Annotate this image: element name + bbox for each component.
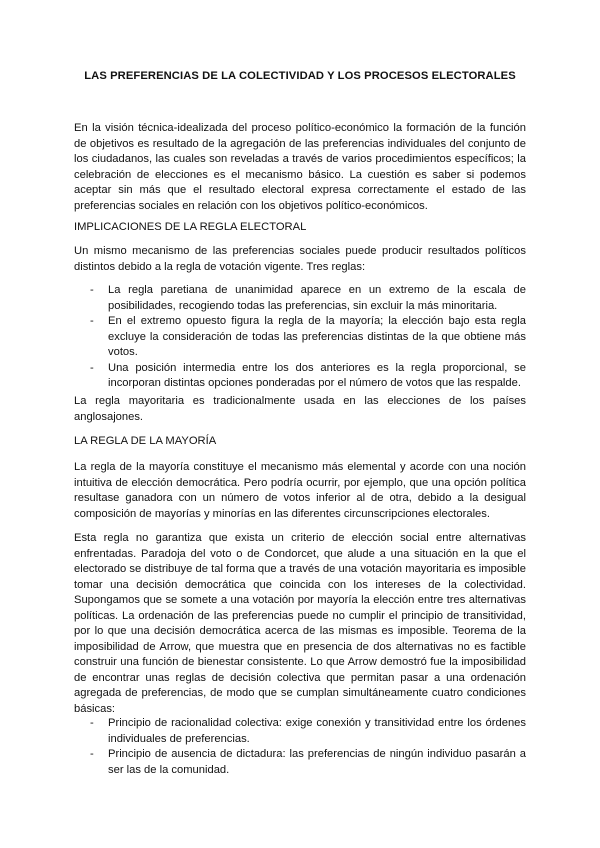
section1-paragraph: Un mismo mecanismo de las preferencias sociales puede producir resultados políticos distintos debido a la regla de votación vigente. Tres reglas: xyxy=(74,245,526,273)
page-title: LAS PREFERENCIAS DE LA COLECTIVIDAD Y LOS PROCESOS ELECTORALES xyxy=(84,70,516,82)
section1-closing: La regla mayoritaria es tradicionalmente usada en las elecciones de los países anglosajones. xyxy=(74,395,526,423)
conditions-list xyxy=(74,716,526,778)
list-item: - La regla paretiana de unanimidad aparece en un extremo de la escala de posibilidades, recogiendo todas las preferencias, sin excluir la más minoritaria. xyxy=(74,283,526,314)
intro-paragraph: En la visión técnica-idealizada del proceso político-económico la formación de la función de objetivos es resultado de la agregación de las preferencias individuales del conjunto de los ciudadanos, las cuales son reveladas a través de varios procedimientos específicos; la celebración de elecciones es el mecanismo básico. La cuestión es saber si podemos aceptar sin más que el resultado electoral expresa correctamente el estado de las preferencias sociales en relación con los objetivos político-económicos. xyxy=(74,122,526,212)
list-item: - En el extremo opuesto figura la regla de la mayoría; la elección bajo esta regla excluye la consideración de todas las preferencias distintas de la que obtiene más votos. xyxy=(74,314,526,361)
section2-paragraph-1: La regla de la mayoría constituye el mecanismo más elemental y acorde con una noción intuitiva de elección democrática. Pero podría ocurrir, por ejemplo, que una opción política resultase ganadora con un número de votos inferior al de otra, debido a la desigual composición de mayorías y minorías en las diferentes circunscripciones electorales. xyxy=(74,461,526,520)
section2-paragraph-2: Esta regla no garantiza que exista un criterio de elección social entre alternativas enfrentadas. Paradoja del voto o de Condorcet, que alude a una situación en la que el electorado se distribuye de tal forma que a través de una votación mayoritaria es imposible tomar una decisión democrática que coincida con los intereses de la colectividad. Supongamos que se somete a una votación por mayoría la elección entre tres alternativas políticas. La ordenación de las preferencias puede no cumplir el principio de transitividad, por lo que una decisión democrática acerca de las mismas es imposible. Teorema de la imposibilidad de Arrow, que muestra que en presencia de dos alternativas no es factible construir una función de bienestar consistente. Lo que Arrow demostró fue la imposibilidad de encontrar unas reglas de decisión colectiva que permitan pasar a una ordenación agregada de preferencias, de modo que se cumplan simultáneamente cuatro condiciones básicas: xyxy=(74,532,526,715)
section-heading-mayoria: LA REGLA DE LA MAYORÍA xyxy=(74,435,217,447)
list-item: - Principio de ausencia de dictadura: las preferencias de ningún individuo pasarán a ser las de la comunidad. xyxy=(74,747,526,778)
section-heading-implicaciones: IMPLICACIONES DE LA REGLA ELECTORAL xyxy=(74,221,307,233)
rules-list xyxy=(74,283,526,392)
list-item: - Una posición intermedia entre los dos anteriores es la regla proporcional, se incorporan distintas opciones ponderadas por el número de votos que las respalde. xyxy=(74,361,526,392)
list-item: - Principio de racionalidad colectiva: exige conexión y transitividad entre los órdenes individuales de preferencias. xyxy=(74,716,526,747)
